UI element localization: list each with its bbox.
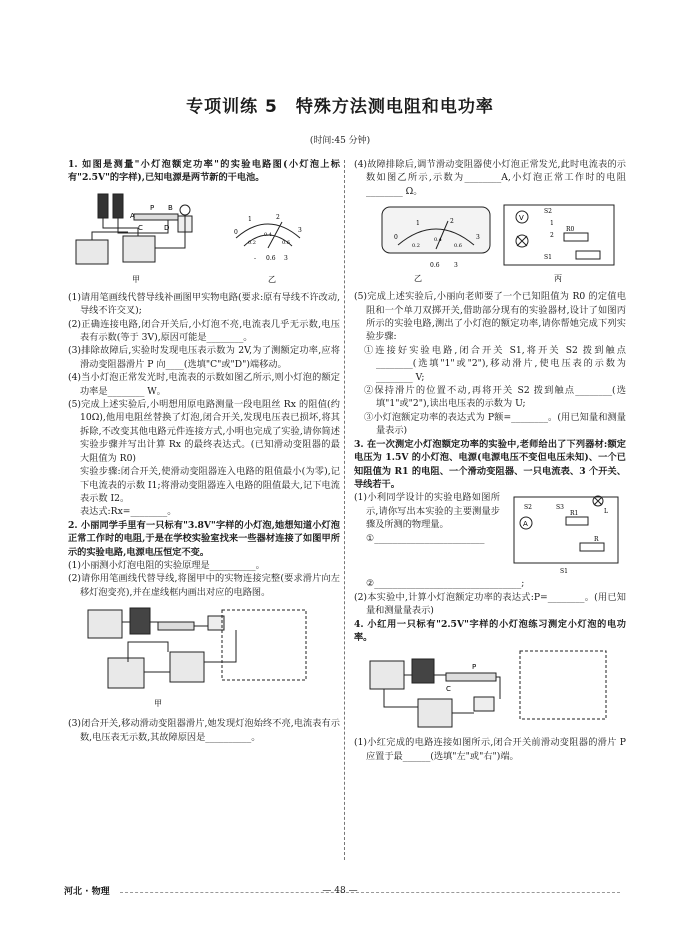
q2-fig-label-bing: 丙 xyxy=(554,274,562,284)
q1-meter-tick-06: 0.6 xyxy=(282,239,290,246)
q1-terminal-3: 3 xyxy=(284,254,288,262)
q2-part-3: (3)闭合开关,移动滑动变阻器滑片,她发现灯泡始终不亮,电流表有示数,电压表无示数,其故障原因是__________。 xyxy=(68,718,340,743)
q1-meter-tick-0: 0 xyxy=(234,228,238,236)
q1-stem: 1. 如图是测量"小灯泡额定功率"的实验电路图(小灯泡上标有"2.5V"的字样),已知电源是两节新的干电池。 xyxy=(68,159,340,184)
q1-expression: 表达式:Rx=________。 xyxy=(80,506,177,518)
q3-r1-label: R1 xyxy=(570,510,579,518)
q2-meter-tick-2: 2 xyxy=(450,218,454,226)
q1-meter-tick-3: 3 xyxy=(298,226,302,234)
q3-stem: 3. 在一次测定小灯泡额定功率的实验中,老师给出了下列器材:额定电压为 1.5V 的小灯泡、电源(电源电压不变但电压未知)、一个已知阻值为 R1 的电阻、一个滑动变阻器、一只电流表、3 个开关、导线若干。 xyxy=(354,438,626,490)
q4-letter-c: C xyxy=(446,685,451,694)
q3-step-2: ②________________________________; xyxy=(366,578,525,590)
q2-meter-circuit-figure xyxy=(354,201,626,287)
q1-letter-p: P xyxy=(150,203,155,212)
q4-letter-p: P xyxy=(472,663,477,672)
q1-meter-tick-04: 0.4 xyxy=(264,231,272,238)
q2-part-4: (4)故障排除后,调节滑动变阻器使小灯泡正常发光,此时电流表的示数如图乙所示,示数为________A,小灯泡正常工作时的电阻________ Ω。 xyxy=(354,159,626,197)
q2-s2-label: S2 xyxy=(544,208,552,216)
q1-part-5: (5)完成上述实验后,小明想用原电路测量一段电阻丝 Rx 的阻值(约 10Ω),他用电阻丝替换了灯泡,闭合开关,发现电压表已损坏,将其拆除,不改变其他电路元件连接方式,小明也完成了实验,请你简述实验步骤并写出计算 Rx 的最终表达式。(已知滑动变阻器的最大阻值为 R0) xyxy=(68,399,340,464)
q4-figure xyxy=(354,647,626,733)
q3-part-1: (1)小利同学设计的实验电路如图所示,请你写出本实验的主要测量步骤及所测的物理量。 xyxy=(354,492,500,531)
q4-part-1: (1)小红完成的电路连接如图所示,闭合开关前滑动变阻器的滑片 P 应置于最______(选填"左"或"右")端。 xyxy=(354,737,626,762)
q1-fig-label-jia: 甲 xyxy=(132,274,140,284)
q1-steps: 实验步骤:闭合开关,使滑动变阻器连入电路的阻值最小(为零),记下电流表的示数 I1;将滑动变阻器连入电路的阻值最大,记下电流表示数 I2。 xyxy=(80,466,340,504)
q3-part-2: (2)本实验中,计算小灯泡额定功率的表达式:P=________。(用已知量和测量量表示) xyxy=(354,591,626,617)
q1-part-1: (1)请用笔画线代替导线补画图甲实物电路(要求:原有导线不许改动,导线不许交叉); xyxy=(68,291,340,317)
q1-meter-tick-2: 2 xyxy=(276,213,280,221)
column-divider xyxy=(344,160,345,860)
q1-letter-d: D xyxy=(164,223,170,232)
q2-contact-2: 2 xyxy=(550,232,554,240)
q2-meter-tick-04: 0.4 xyxy=(434,237,442,244)
q2-part-1: (1)小丽测小灯泡电阻的实验原理是__________。 xyxy=(68,559,265,571)
q2-step-1: ①连接好实验电路,闭合开关 S1,将开关 S2 拨到触点________(选填"1"或"2"),移动滑片,使电压表的示数为________ V; xyxy=(364,344,626,383)
q1-figure xyxy=(68,188,340,288)
q2-r0-label: R0 xyxy=(566,226,575,234)
q1-meter-tick-02: 0.2 xyxy=(248,239,256,246)
q2-figure xyxy=(68,602,340,714)
q1-terminal-minus: - xyxy=(254,254,257,262)
q2-circuit-box xyxy=(222,610,306,680)
q3-body xyxy=(354,491,626,577)
q1-letter-c: C xyxy=(138,223,143,232)
q4-stem: 4. 小红用一只标有"2.5V"字样的小灯泡练习测定小灯泡的电功率。 xyxy=(354,618,626,643)
q2-meter-tick-06: 0.6 xyxy=(454,243,462,250)
q2-terminal-06: 0.6 xyxy=(430,262,440,270)
footer-subject: 河北 · 物理 xyxy=(64,887,110,897)
q2-fig-label-yi: 乙 xyxy=(414,274,422,284)
q3-ammeter-label: A xyxy=(523,520,528,529)
q4-circuit-box xyxy=(520,651,606,719)
q2-step-2: ②保持滑片的位置不动,再将开关 S2 拨到触点________(选填"1"或"2"),读出电压表的示数为 U; xyxy=(364,385,626,410)
page-title: 专项训练 5 特殊方法测电阻和电功率 xyxy=(186,97,494,117)
q1-letter-b: B xyxy=(168,203,173,212)
time-limit: (时间:45 分钟) xyxy=(309,136,371,146)
q2-s1-label: S1 xyxy=(544,254,552,262)
page-number: — 48 — xyxy=(322,886,358,896)
q1-letter-a: A xyxy=(130,211,135,220)
q3-s1-label: S1 xyxy=(560,568,568,576)
q2-meter-tick-3: 3 xyxy=(476,234,480,242)
q3-s3-label: S3 xyxy=(556,504,564,512)
q1-part-3: (3)排除故障后,实验时发现电压表示数为 2V,为了测额定功率,应将滑动变阻器滑片 P 向____(选填"C"或"D")端移动。 xyxy=(68,345,340,370)
left-column xyxy=(68,158,340,744)
q2-terminal-3: 3 xyxy=(454,262,458,270)
q1-fig-label-yi: 乙 xyxy=(268,274,276,284)
q2-fig-label: 甲 xyxy=(154,699,162,709)
q1-part-4: (4)当小灯泡正常发光时,电流表的示数如图乙所示,则小灯泡的额定功率是________ W。 xyxy=(68,372,340,397)
q2-contact-1: 1 xyxy=(550,220,554,228)
q2-part-5: (5)完成上述实验后,小丽向老师要了一个已知阻值为 R0 的定值电阻和一个单刀双掷开关,借助部分现有的实验器材,设计了如图丙所示的实验电路,测出了小灯泡的额定功率,请你帮她完成下列实验步骤: xyxy=(354,291,626,343)
q3-s2-label: S2 xyxy=(524,504,532,512)
q2-meter-tick-0: 0 xyxy=(394,234,398,242)
q3-r-label: R xyxy=(594,536,599,544)
q2-voltmeter-label: V xyxy=(519,214,524,223)
right-column xyxy=(354,158,626,763)
q3-l-label: L xyxy=(604,508,608,516)
q2-part-2: (2)请你用笔画线代替导线,将图甲中的实物连接完整(要求滑片向左移灯泡变亮),并在虚线框内画出对应的电路图。 xyxy=(68,573,340,598)
q1-terminal-06: 0.6 xyxy=(266,254,276,262)
q3-step-1: ①________________________ xyxy=(366,532,485,544)
q1-meter-tick-1: 1 xyxy=(248,215,252,223)
q2-stem: 2. 小丽同学手里有一只标有"3.8V"字样的小灯泡,她想知道小灯泡正常工作时的电阻,于是在学校实验室找来一些器材连接了如图甲所示的实验电路,电源电压恒定不变。 xyxy=(68,519,340,558)
q2-meter-tick-1: 1 xyxy=(416,220,420,228)
q3-circuit xyxy=(500,491,626,577)
q1-part-2: (2)正确连接电路,闭合开关后,小灯泡不亮,电流表几乎无示数,电压表有示数(等于 3V),原因可能是________。 xyxy=(68,318,340,344)
q2-step-3: ③小灯泡额定功率的表达式为 P额=________。(用已知量和测量量表示) xyxy=(364,411,626,437)
q2-meter-tick-02: 0.2 xyxy=(412,243,420,250)
